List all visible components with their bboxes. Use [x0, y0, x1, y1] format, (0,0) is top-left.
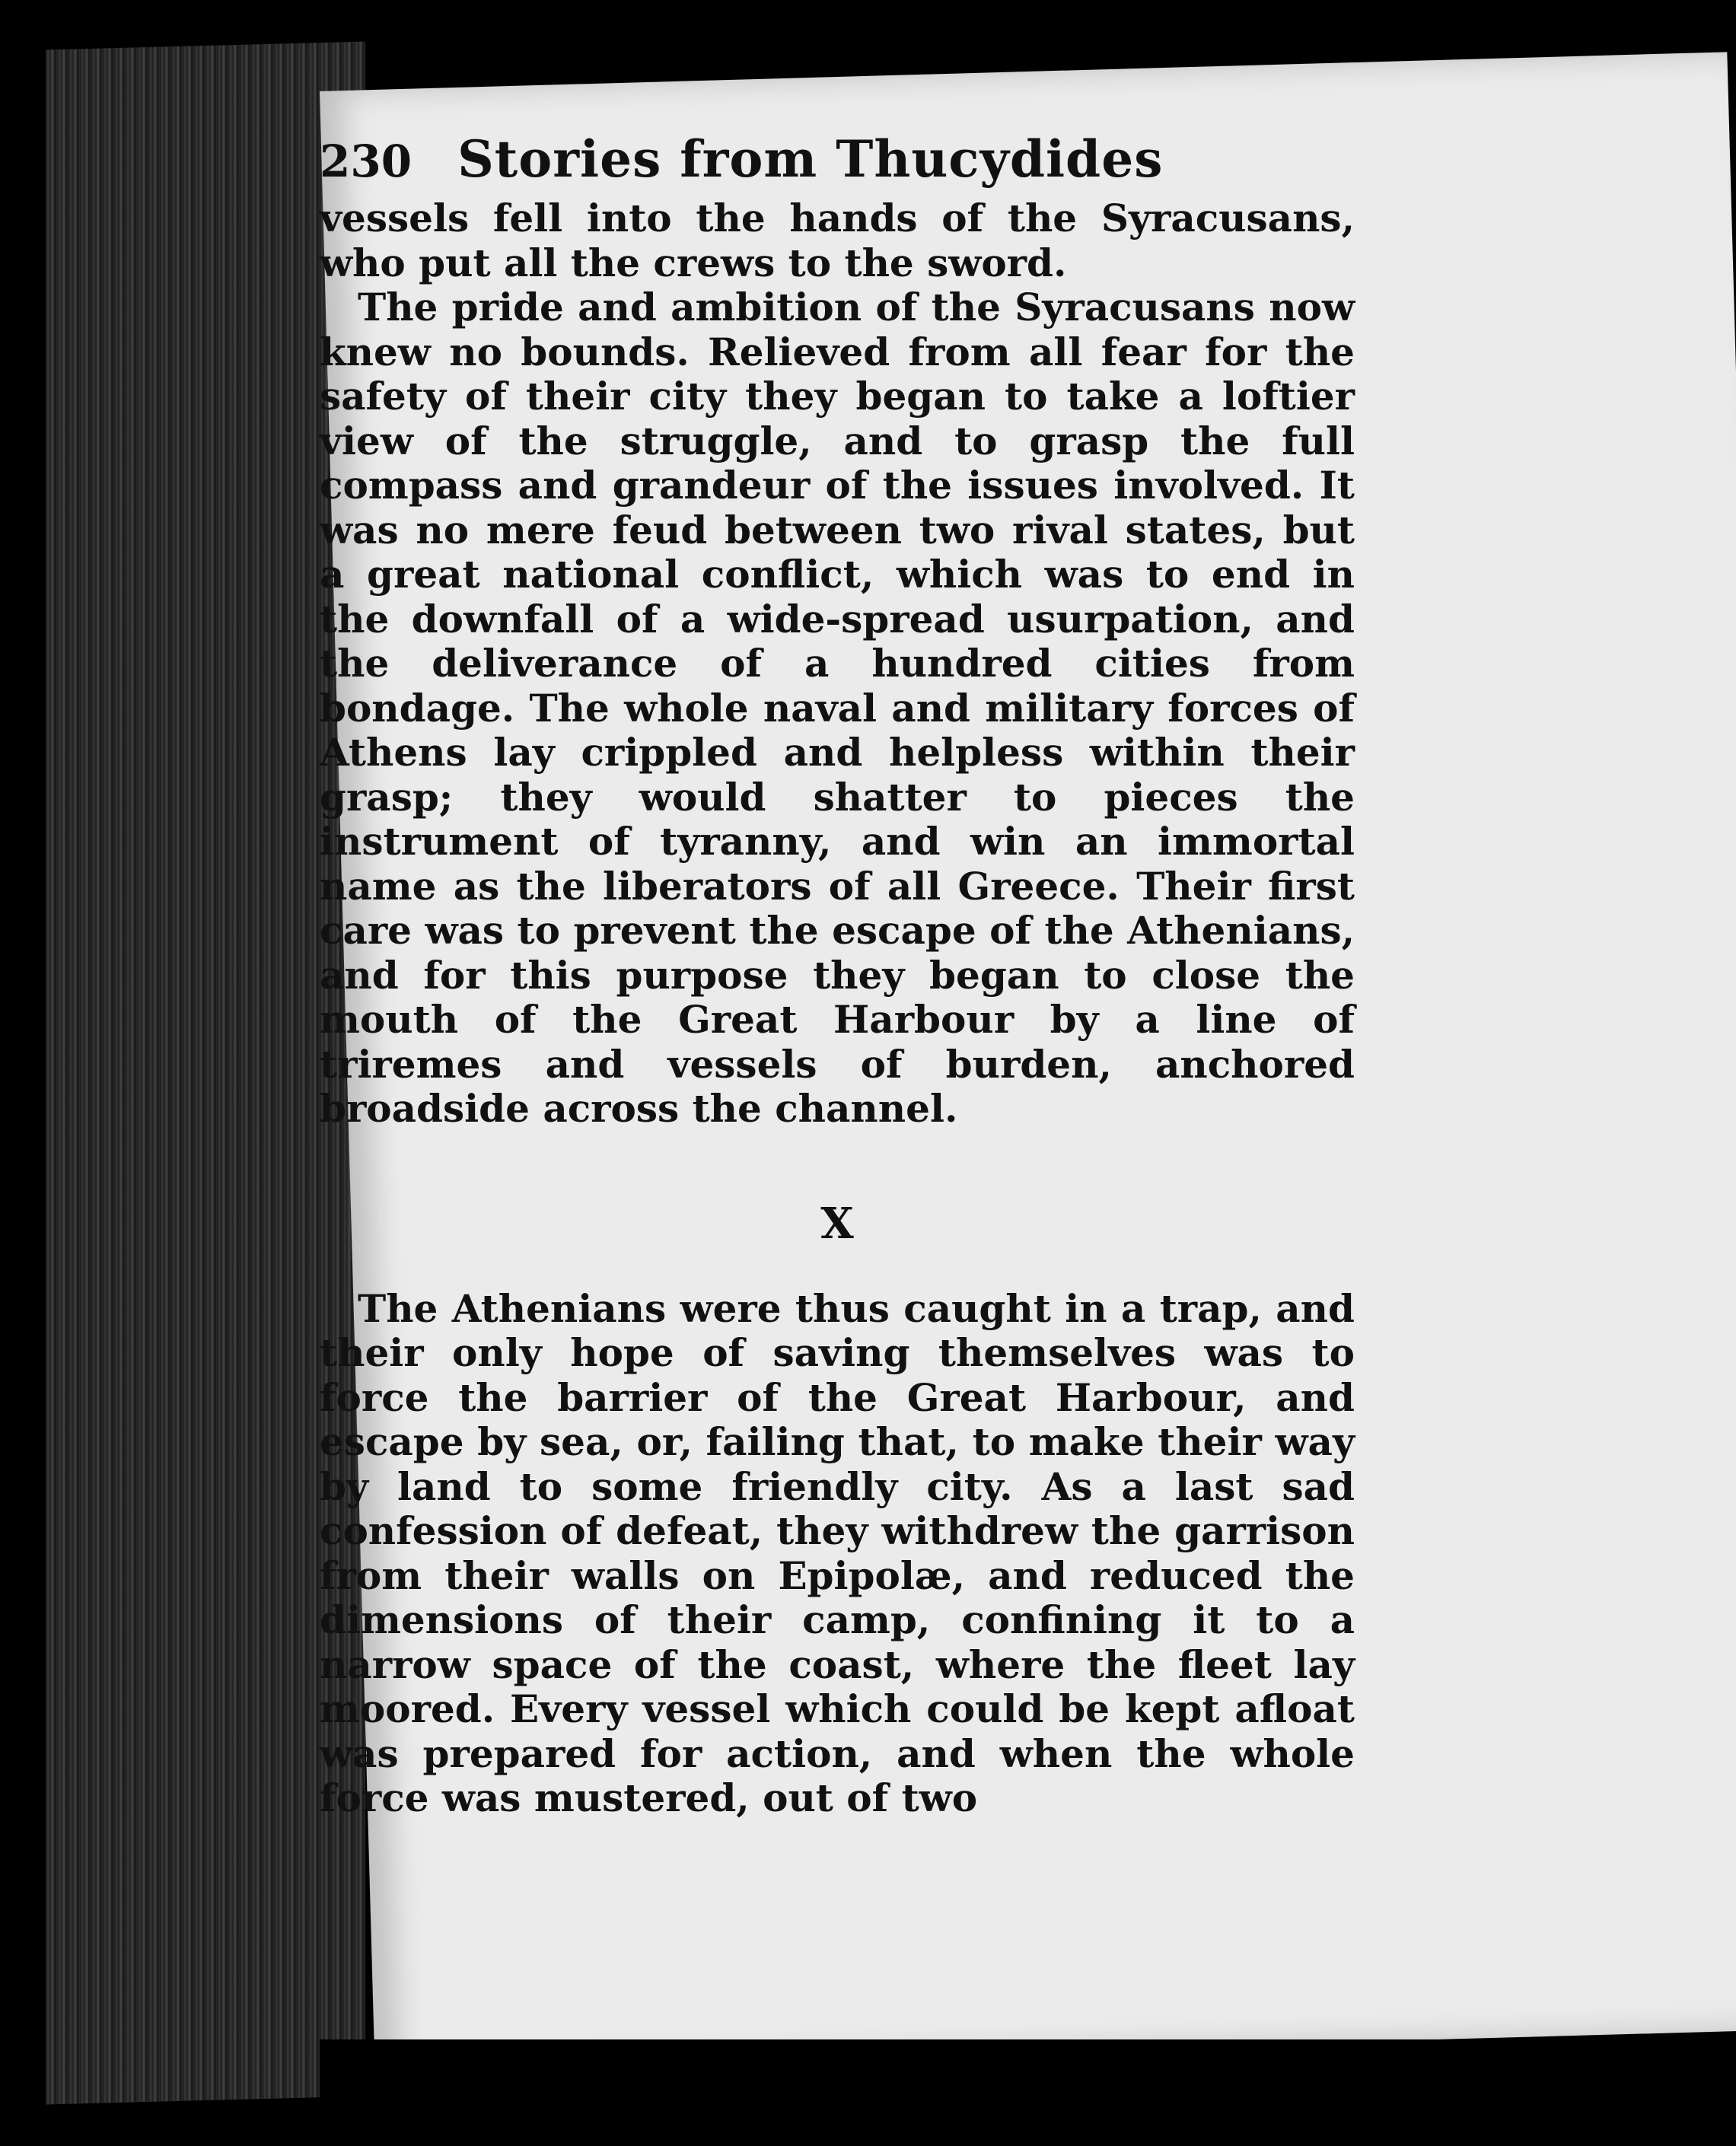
paragraph-continued: vessels fell into the hands of the Syracusans, who put all the crews to the sword. [320, 196, 1355, 285]
running-header [320, 129, 1355, 189]
section-heading: X [820, 1198, 854, 1249]
paragraph: The pride and ambition of the Syracusans now knew no bounds. Relieved from all fear for the safety of their city they began to take a loftier view of the struggle, and to grasp the full compass and grandeur of the issues involved. It was no mere feud between two rival states, but a great national conflict, which was to end in the downfall of a wide-spread usurpation, and the deliverance of a hundred cities from bondage. The whole naval and military forces of Athens lay crippled and helpless within their grasp; they would shatter to pieces the instrument of tyranny, and win an immortal name as the liberators of all Greece. Their first care was to prevent the escape of the Athenians, and for this purpose they began to close the mouth of the Great Harbour by a line of triremes and vessels of burden, anchored broadside across the channel. [320, 285, 1355, 1131]
paragraph: The Athenians were thus caught in a trap, and their only hope of saving themselves was to force the barrier of the Great Harbour, and escape by sea, or, failing that, to make their way by land to some friendly city. As a last sad confession of defeat, they withdrew the garrison from their walls on Epipolæ, and reduced the dimensions of their camp, confining it to a narrow space of the coast, where the fleet lay moored. Every vessel which could be kept afloat was prepared for action, and when the whole force was mustered, out of two [320, 1285, 1355, 1820]
book-page-edges [46, 42, 365, 2105]
page-number: 230 [320, 135, 412, 187]
body-text [320, 196, 1355, 1132]
running-title: Stories from Thucydides [457, 129, 1164, 189]
body-text-section [320, 1287, 1355, 1821]
page-content [320, 129, 1355, 1821]
scan-bottom-border [320, 2039, 1736, 2146]
